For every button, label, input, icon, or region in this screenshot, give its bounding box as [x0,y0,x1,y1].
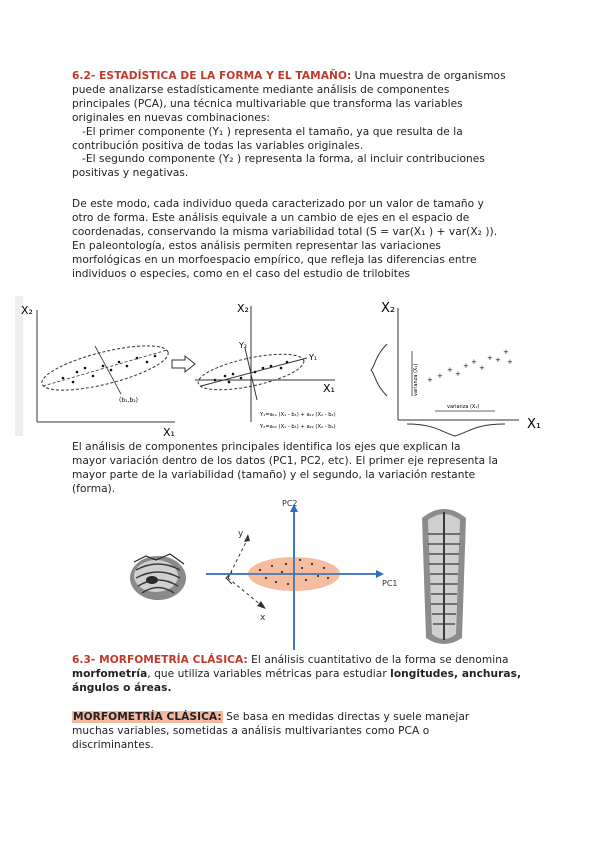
section-6-2-first-line: 6.2- ESTADÍSTICA DE LA FORMA Y EL TAMAÑO: Una muestra de organismos [72,70,506,82]
svg-text:+: + [503,348,509,356]
svg-text:+: + [463,362,469,370]
section-6-3 [72,654,532,696]
panel-variance [371,301,541,436]
svg-text:+: + [507,358,513,366]
y-variance-label: varianza (X₂) [413,363,419,396]
scan-edge [15,296,23,436]
paragraph-line: coordenadas, conservando la misma variabilidad total (S = var(X₁ ) + var(X₂ )). [72,225,498,238]
paragraph-line: individuos o especies, como en el caso del estudio de trilobites [72,267,411,280]
paragraph-2 [72,198,532,281]
paragraph-line: El análisis de componentes principales identifica los ejes que explican la [72,441,461,453]
intro-line: puede analizarse estadísticamente mediante análisis de componentes [72,83,450,96]
sample-points [62,355,157,384]
section-6-3-first-line: 6.3- MORFOMETRÍA CLÁSICA: El análisis cuantitativo de la forma se denomina [72,654,509,666]
variables-b: ángulos o áreas. [72,681,172,694]
morfometria-box [72,711,532,753]
pc1-label: Y₁ [309,353,318,362]
section-6-3-title: 6.3- MORFOMETRÍA CLÁSICA: [72,654,248,666]
panel-original-axes [21,304,175,438]
x-distribution-curve [407,424,505,436]
intro-line: originales en nuevas combinaciones: [72,111,271,124]
pca-axes [206,499,398,650]
pc1-label: PC1 [382,579,398,588]
panel-rotated-axes [195,302,336,430]
y-axis-label: X₂ [237,302,249,315]
y-axis-label: X₂ [381,301,396,316]
trilobite-enrolled-image [126,552,190,606]
paragraph-line: mayor variación dentro de los datos (PC1, PC2, etc). El primer eje representa la [72,454,499,467]
box-line: discriminantes. [72,738,154,751]
svg-text:+: + [487,354,493,362]
equation-y1: Y₁=a₁₁ (X₁ - b₁) + a₁₂ (X₂ - b₂) [260,412,336,418]
x-label: x [260,613,266,623]
point-label: (b₁,b₂) [119,397,139,404]
pc2-label: Y₂ [239,341,248,350]
svg-text:+: + [437,372,443,380]
svg-text:+: + [447,366,453,374]
minor-axis [95,346,121,394]
section-6-2 [72,70,532,181]
variables-a: longitudes, anchuras, [390,667,522,680]
y-label: y [238,529,244,539]
pc2-label: PC2 [282,499,298,508]
box-first-line: MORFOMETRÍA CLÁSICA: Se basa en medidas directas y suele manejar [73,711,470,723]
x-variance-label: varianza (X₁) [447,404,480,410]
bullet-second-component: -El segundo componente (Y₂ ) representa la forma, al incluir contribuciones [82,153,485,166]
term-morfometria: morfometría [72,667,148,680]
pca-axes-figure [15,296,555,438]
paragraph-line: (forma). [72,482,116,495]
paragraph-line: otro de forma. Este análisis equivale a un cambio de ejes en el espacio de [72,211,470,224]
data-ellipse [38,337,172,399]
y-distribution-curve [371,344,387,396]
pc-diagram-figure [126,498,470,654]
svg-text:+: + [479,364,485,372]
svg-text:+: + [427,376,433,384]
paragraph-3 [72,441,532,497]
transform-arrow [172,356,195,372]
x-axis-label: X₁ [163,426,175,438]
bullet-first-component: -El primer componente (Y₁ ) representa el tamaño, ya que resulta de la [82,125,463,138]
section-6-2-title: 6.2- ESTADÍSTICA DE LA FORMA Y EL TAMAÑO: [72,70,352,82]
bullet-first-component-cont: contribución positiva de todas las variables originales. [72,139,364,152]
x-axis-label: X₁ [323,382,335,395]
intro-line: principales (PCA), una técnica multivariable que transforma las variables [72,97,463,110]
paragraph-line: De este modo, cada individuo queda caracterizado por un valor de tamaño y [72,198,484,210]
svg-text:+: + [455,370,461,378]
trilobite-elongate-image [418,502,468,648]
section-6-3-second-line: morfometría, que utiliza variables métricas para estudiar longitudes, anchuras, [72,667,522,680]
paragraph-line: mayor parte de la variabilidad (tamaño) y el segundo, la variación restante [72,468,476,481]
sample-points [427,348,513,384]
box-line: muchas variables, sometidas a análisis multivariantes como PCA o [72,724,430,737]
highlight-label: MORFOMETRÍA CLÁSICA: [73,711,222,723]
equation-y2: Y₂=a₂₁ (X₁ - b₁) + a₂₂ (X₂ - b₂) [260,424,336,430]
x-axis-label: X₁ [527,417,542,432]
svg-text:+: + [471,358,477,366]
paragraph-line: morfológicas en un morfoespacio empírico, que refleja las diferencias entre [72,253,477,266]
bullet-second-component-cont: positivas y negativas. [72,167,189,180]
major-axis [43,350,167,386]
y-axis-label: X₂ [21,304,33,317]
svg-text:+: + [495,356,501,364]
paragraph-line: En paleontología, estos análisis permiten representar las variaciones [72,239,441,252]
